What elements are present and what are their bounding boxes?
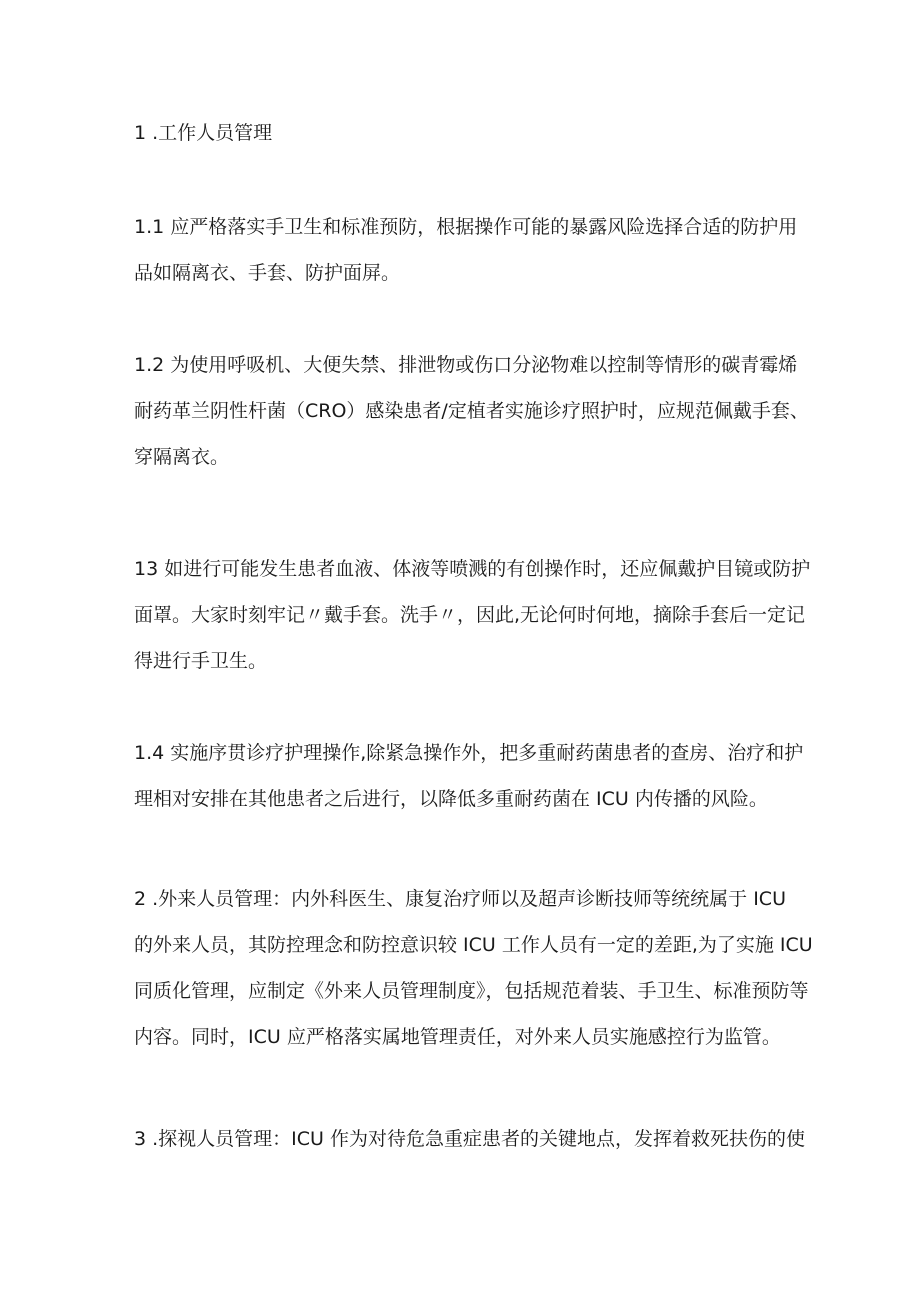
section-3-visitor-management (134, 1116, 805, 1162)
paragraph-line: 品如隔离衣、手套、防护面屏。 (134, 262, 401, 284)
paragraph-line: 1.4 实施序贯诊疗护理操作,除紧急操作外，把多重耐药菌患者的查房、治疗和护 (134, 742, 804, 764)
paragraph-line: 穿隔离衣。 (134, 446, 230, 468)
paragraph-line: 得进行手卫生。 (134, 650, 268, 672)
paragraph-1-3 (134, 546, 811, 684)
paragraph-1-1 (134, 204, 802, 296)
paragraph-line: 同质化管理，应制定《外来人员管理制度》，包括规范着装、手卫生、标准预防等 (134, 980, 809, 1002)
paragraph-line: 1.1 应严格落实手卫生和标准预防，根据操作可能的暴露风险选择合适的防护用 (134, 216, 798, 238)
paragraph-1-2 (134, 342, 809, 480)
paragraph-line: 3 .探视人员管理：ICU 作为对待危急重症患者的关键地点，发挥着救死扶伤的使 (134, 1128, 805, 1150)
paragraph-line: 理相对安排在其他患者之后进行，以降低多重耐药菌在 ICU 内传播的风险。 (134, 788, 768, 810)
paragraph-line: 13 如进行可能发生患者血液、体液等喷溅的有创操作时，还应佩戴护目镜或防护 (134, 558, 811, 580)
paragraph-line: 面罩。大家时刻牢记〃戴手套。洗手〃，因此,无论何时何地，摘除手套后一定记 (134, 604, 806, 626)
paragraph-line: 耐药革兰阴性杆菌（CRO）感染患者/定植者实施诊疗照护时，应规范佩戴手套、 (134, 400, 809, 422)
paragraph-line: 2 .外来人员管理：内外科医生、康复治疗师以及超声诊断技师等统统属于 ICU (134, 888, 786, 910)
paragraph-line: 内容。同时，ICU 应严格落实属地管理责任，对外来人员实施感控行为监管。 (134, 1026, 781, 1048)
section-heading-staff-management (134, 110, 802, 156)
section-2-visitor-staff-management (134, 876, 813, 1060)
paragraph-line: 1.2 为使用呼吸机、大便失禁、排泄物或伤口分泌物难以控制等情形的碳青霉烯 (134, 354, 798, 376)
paragraph-1-4 (134, 730, 802, 822)
paragraph-line: 的外来人员，其防控理念和防控意识较 ICU 工作人员有一定的差距,为了实施 ICU (134, 934, 813, 956)
heading-line: 1 .工作人员管理 (134, 122, 273, 144)
